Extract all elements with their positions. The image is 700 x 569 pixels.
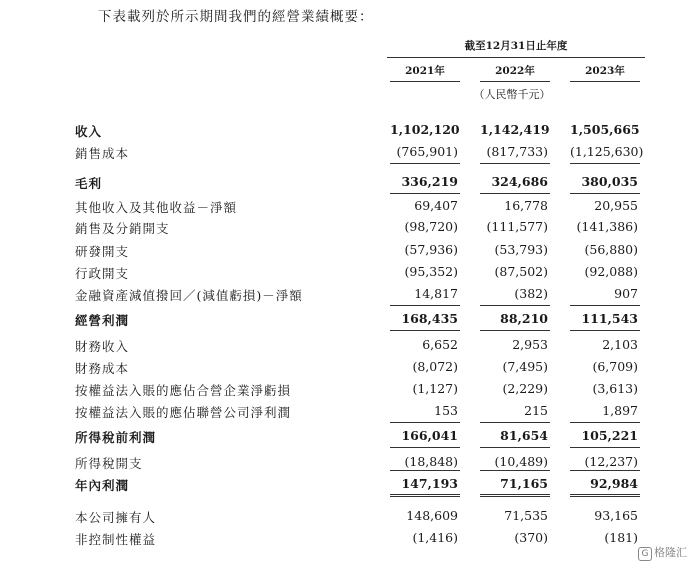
- cell-value: 1,102,120: [390, 122, 460, 137]
- cell-value: (7,495): [502, 359, 548, 374]
- row-label-text: 其他收入及其他收益－淨額: [75, 200, 240, 215]
- subtotal-rule: [570, 193, 640, 194]
- subtotal-rule: [480, 447, 550, 448]
- row-label: [75, 264, 375, 282]
- subtotal-rule: [480, 330, 550, 331]
- subtotal-rule: [570, 470, 640, 471]
- row-label-text: 按權益法入賬的應佔合營企業淨虧損: [75, 383, 294, 398]
- row-label: [75, 174, 375, 192]
- row-label: [75, 428, 375, 446]
- cell-value: 907: [614, 286, 638, 301]
- row-label-text: 行政開支: [75, 266, 132, 281]
- subtotal-rule: [480, 422, 550, 423]
- row-label-text: 金融資產減值撥回／(減值虧損)－淨額: [75, 288, 306, 303]
- cell-value: 1,142,419: [480, 122, 550, 137]
- row-label-text: 銷售成本: [75, 146, 132, 161]
- table-row: [0, 357, 700, 377]
- cell-value: 111,543: [581, 311, 638, 326]
- cell-value: 166,041: [401, 428, 458, 443]
- row-label: [75, 530, 375, 548]
- table-row: [0, 506, 700, 526]
- row-label: [75, 198, 375, 216]
- cell-value: (56,880): [584, 242, 638, 257]
- row-label-text: 財務成本: [75, 361, 132, 376]
- year-rule: [390, 81, 460, 82]
- table-row: [0, 528, 700, 548]
- row-label: [75, 286, 375, 304]
- cell-value: 6,652: [422, 337, 458, 352]
- watermark-text: 格隆汇: [654, 546, 687, 559]
- cell-value: (57,936): [404, 242, 458, 257]
- intro-text: 下表載列於所示期間我們的經營業績概要：: [98, 9, 374, 25]
- row-label-text: 按權益法入賬的應佔聯營公司淨利潤: [75, 405, 294, 420]
- period-header: 截至12月31日止年度: [464, 40, 568, 52]
- subtotal-rule: [480, 470, 550, 471]
- cell-value: (12,237): [584, 454, 638, 469]
- cell-value: 71,165: [500, 476, 548, 491]
- row-label: [75, 219, 375, 237]
- cell-value: 92,984: [590, 476, 638, 491]
- year-2023: 2023年: [585, 65, 625, 77]
- table-row: [0, 240, 700, 260]
- table-row: [0, 401, 700, 421]
- cell-value: 2,103: [602, 337, 638, 352]
- year-rule: [480, 81, 550, 82]
- cell-value: (1,416): [412, 530, 458, 545]
- cell-value: 1,897: [602, 403, 638, 418]
- cell-value: 71,535: [504, 508, 548, 523]
- cell-value: (95,352): [404, 264, 458, 279]
- row-label: [75, 403, 375, 421]
- row-label-text: 非控制性權益: [75, 532, 159, 547]
- cell-value: 105,221: [581, 428, 638, 443]
- row-label-text: 財務收入: [75, 339, 132, 354]
- row-label: [75, 359, 375, 377]
- table-row: [0, 379, 700, 399]
- row-label-text: 所得稅開支: [75, 456, 146, 471]
- row-label: [75, 508, 375, 526]
- year-2021: 2021年: [405, 65, 445, 77]
- cell-value: 336,219: [401, 174, 458, 189]
- cell-value: 16,778: [504, 198, 548, 213]
- cell-value: (2,229): [502, 381, 548, 396]
- cell-value: 2,953: [512, 337, 548, 352]
- cell-value: 14,817: [414, 286, 458, 301]
- leader-dots: [75, 134, 375, 136]
- cell-value: (10,489): [494, 454, 548, 469]
- subtotal-rule: [570, 447, 640, 448]
- cell-value: 1,505,665: [570, 122, 640, 137]
- row-label-text: 毛利: [75, 176, 105, 191]
- cell-value: 153: [434, 403, 458, 418]
- subtotal-rule: [390, 305, 460, 306]
- row-label: [75, 381, 375, 399]
- subtotal-rule: [390, 470, 460, 471]
- unit-label: （人民幣千元）: [473, 88, 551, 101]
- row-label-text: 經營利潤: [75, 313, 132, 328]
- cell-value: (18,848): [404, 454, 458, 469]
- row-label-text: 本公司擁有人: [75, 510, 159, 525]
- leader-dots: [75, 186, 375, 188]
- cell-value: 324,686: [491, 174, 548, 189]
- row-label: [75, 242, 375, 260]
- cell-value: (382): [514, 286, 548, 301]
- subtotal-rule: [390, 494, 460, 497]
- subtotal-rule: [390, 163, 460, 164]
- cell-value: (1,125,630): [570, 144, 644, 159]
- row-label: [75, 122, 375, 140]
- row-label: [75, 454, 375, 472]
- cell-value: (92,088): [584, 264, 638, 279]
- table-row: [0, 335, 700, 355]
- row-label: [75, 144, 375, 162]
- subtotal-rule: [390, 422, 460, 423]
- row-label-text: 所得稅前利潤: [75, 430, 159, 445]
- row-label: [75, 311, 375, 329]
- table-row: [0, 309, 700, 329]
- subtotal-rule: [570, 494, 640, 497]
- cell-value: 20,955: [594, 198, 638, 213]
- table-row: [0, 426, 700, 446]
- cell-value: (765,901): [396, 144, 458, 159]
- header-rule: [387, 57, 645, 58]
- cell-value: (87,502): [494, 264, 548, 279]
- cell-value: 69,407: [414, 198, 458, 213]
- cell-value: (817,733): [486, 144, 548, 159]
- table-row: [0, 262, 700, 282]
- subtotal-rule: [570, 163, 640, 164]
- cell-value: (141,386): [576, 219, 638, 234]
- cell-value: 380,035: [581, 174, 638, 189]
- subtotal-rule: [570, 305, 640, 306]
- row-label-text: 收入: [75, 124, 105, 139]
- subtotal-rule: [390, 193, 460, 194]
- row-label-text: 年內利潤: [75, 478, 132, 493]
- cell-value: (181): [604, 530, 638, 545]
- subtotal-rule: [480, 305, 550, 306]
- cell-value: 168,435: [401, 311, 458, 326]
- watermark: [638, 544, 687, 561]
- cell-value: (53,793): [494, 242, 548, 257]
- subtotal-rule: [480, 193, 550, 194]
- subtotal-rule: [480, 163, 550, 164]
- cell-value: 215: [524, 403, 548, 418]
- table-row: [0, 284, 700, 304]
- cell-value: (8,072): [412, 359, 458, 374]
- cell-value: (6,709): [592, 359, 638, 374]
- cell-value: 93,165: [594, 508, 638, 523]
- table-row: [0, 196, 700, 216]
- year-2022: 2022年: [495, 65, 535, 77]
- row-label-text: 研發開支: [75, 244, 132, 259]
- year-rule: [570, 81, 640, 82]
- table-row: [0, 142, 700, 162]
- cell-value: 81,654: [500, 428, 548, 443]
- cell-value: (111,577): [486, 219, 548, 234]
- cell-value: (1,127): [412, 381, 458, 396]
- table-row: [0, 120, 700, 140]
- subtotal-rule: [570, 330, 640, 331]
- subtotal-rule: [570, 422, 640, 423]
- table-row: [0, 217, 700, 237]
- subtotal-rule: [390, 330, 460, 331]
- row-label: [75, 337, 375, 355]
- cell-value: (3,613): [592, 381, 638, 396]
- cell-value: 88,210: [500, 311, 548, 326]
- cell-value: (98,720): [404, 219, 458, 234]
- row-label: [75, 476, 375, 494]
- table-row: [0, 474, 700, 494]
- cell-value: (370): [514, 530, 548, 545]
- table-row: [0, 172, 700, 192]
- cell-value: 148,609: [406, 508, 458, 523]
- row-label-text: 銷售及分銷開支: [75, 221, 173, 236]
- table-row: [0, 452, 700, 472]
- gelonghui-logo-icon: G: [638, 547, 652, 561]
- subtotal-rule: [390, 447, 460, 448]
- cell-value: 147,193: [401, 476, 458, 491]
- subtotal-rule: [480, 494, 550, 497]
